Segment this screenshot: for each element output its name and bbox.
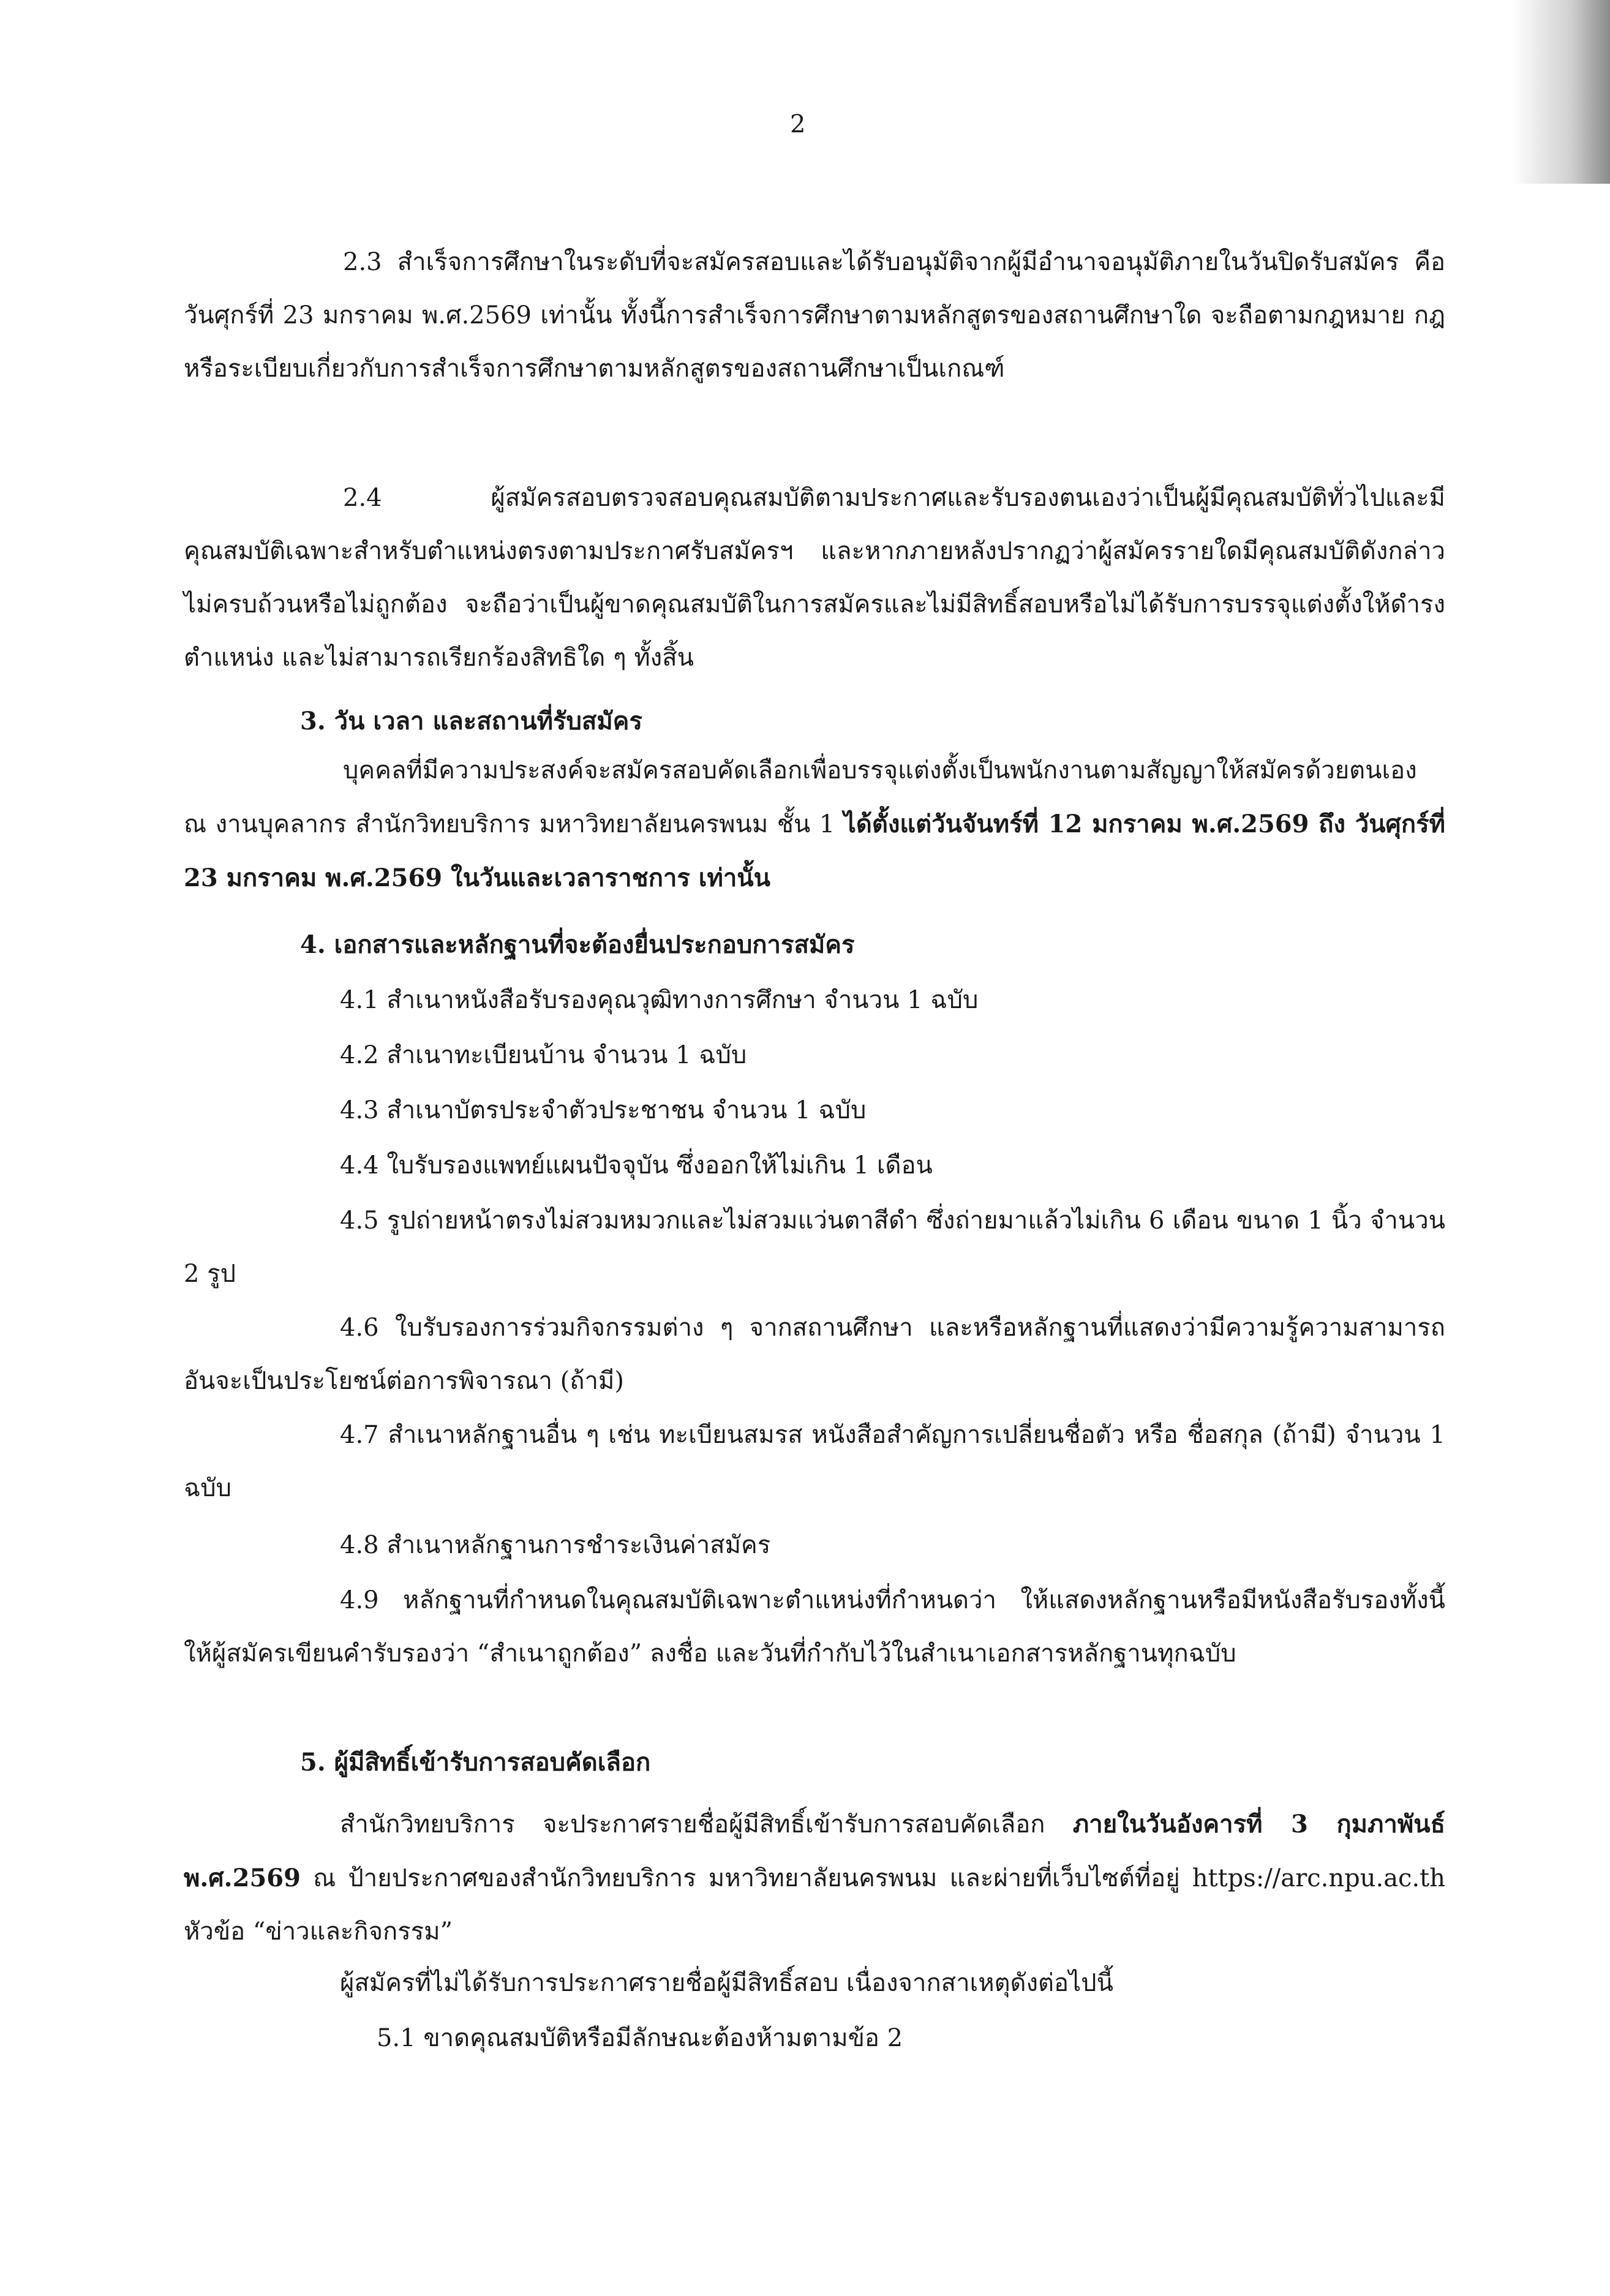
page-number: 2 <box>790 110 806 138</box>
section-4-item-5: 4.5 รูปถ่ายหน้าตรงไม่สวมหมวกและไม่สวมแว่นตาสีดำ ซึ่งถ่ายมาแล้วไม่เกิน 6 เดือน ขนาด 1 นิ้ว จำนวน 2 รูป <box>184 1206 1445 1288</box>
section-5-text-a: สำนักวิทยบริการ จะประกาศรายชื่อผู้มีสิทธิ์เข้ารับการสอบคัดเลือก <box>340 1810 1073 1839</box>
section-4-item-7: 4.7 สำเนาหลักฐานอื่น ๆ เช่น ทะเบียนสมรส หนังสือสำคัญการเปลี่ยนชื่อตัว หรือ ชื่อสกุล (ถ้ามี) จำนวน 1 ฉบับ <box>184 1421 1445 1502</box>
section-3-dates: ได้ตั้งแต่วันจันทร์ที่ 12 มกราคม พ.ศ.2569 ถึง วันศุกร์ที่ 23 มกราคม พ.ศ.2569 ในวันและเวลาราชการ เท่านั้น <box>184 810 1445 892</box>
section-5-intro: ผู้สมัครที่ไม่ได้รับการประกาศรายชื่อผู้มีสิทธิ์สอบ เนื่องจากสาเหตุดังต่อไปนี้ <box>340 1969 1113 1997</box>
section-2-3-paragraph: 2.3 สำเร็จการศึกษาในระดับที่จะสมัครสอบและได้รับอนุมัติจากผู้มีอำนาจอนุมัติภายในวันปิดรับสมัคร คือวันศุกร์ที่ 23 มกราคม พ.ศ.2569 เท่านั้น ทั้งนี้การสำเร็จการศึกษาตามหลักสูตรของสถานศึกษาใด จะถือตามกฎหมาย กฎ หรือระเบียบเกี่ยวกับการสำเร็จการศึกษาตามหลักสูตรของสถานศึกษาเป็นเกณฑ์ <box>184 248 1445 383</box>
section-3-paragraph <box>184 744 1445 905</box>
section-4-item-9: 4.9 หลักฐานที่กำหนดในคุณสมบัติเฉพาะตำแหน่งที่กำหนดว่า ให้แสดงหลักฐานหรือมีหนังสือรับรองทั้งนี้ ให้ผู้สมัครเขียนคำรับรองว่า “สำเนาถูกต้อง” ลงชื่อ และวันที่กำกับไว้ในสำเนาเอกสารหลักฐานทุกฉบับ <box>184 1586 1445 1668</box>
section-4-item-2: 4.2 สำเนาทะเบียนบ้าน จำนวน 1 ฉบับ <box>340 1041 747 1069</box>
scan-edge-shadow <box>1512 0 1610 184</box>
section-2-4-paragraph: 2.4 ผู้สมัครสอบตรวจสอบคุณสมบัติตามประกาศและรับรองตนเองว่าเป็นผู้มีคุณสมบัติทั่วไปและมีคุณสมบัติเฉพาะสำหรับตำแหน่งตรงตามประกาศรับสมัครฯ และหากภายหลังปรากฏว่าผู้สมัครรายใดมีคุณสมบัติดังกล่าวไม่ครบถ้วนหรือไม่ถูกต้อง จะถือว่าเป็นผู้ขาดคุณสมบัติในการสมัครและไม่มีสิทธิ์สอบหรือไม่ได้รับการบรรจุแต่งตั้งให้ดำรงตำแหน่ง และไม่สามารถเรียกร้องสิทธิใด ๆ ทั้งสิ้น <box>184 484 1445 672</box>
section-5-item-1: 5.1 ขาดคุณสมบัติหรือมีลักษณะต้องห้ามตามข้อ 2 <box>377 2024 903 2052</box>
section-4-heading: 4. เอกสารและหลักฐานที่จะต้องยื่นประกอบการสมัคร <box>300 930 855 959</box>
section-5-heading: 5. ผู้มีสิทธิ์เข้ารับการสอบคัดเลือก <box>300 1748 651 1777</box>
section-4-item-3: 4.3 สำเนาบัตรประจำตัวประชาชน จำนวน 1 ฉบับ <box>340 1096 867 1124</box>
section-5-text-b: ณ ป้ายประกาศของสำนักวิทยบริการ มหาวิทยาลัยนครพนม และผ่ายที่เว็บไซต์ที่อยู่ https://arc.npu.ac.th หัวข้อ “ข่าวและกิจกรรม” <box>184 1864 1445 1946</box>
section-3-text: บุคคลที่มีความประสงค์จะสมัครสอบคัดเลือกเพื่อบรรจุแต่งตั้งเป็นพนักงานตามสัญญาให้สมัครด้วยตนเอง ณ งานบุคลากร สำนักวิทยบริการ มหาวิทยาลัยนครพนม ชั้น 1 <box>184 756 1417 838</box>
section-4-item-1: 4.1 สำเนาหนังสือรับรองคุณวุฒิทางการศึกษา จำนวน 1 ฉบับ <box>340 986 979 1014</box>
section-5-paragraph <box>184 1797 1445 1959</box>
section-5-date: ภายในวันอังคารที่ 3 กุมภาพันธ์ พ.ศ.2569 <box>184 1810 1445 1892</box>
section-4-item-8: 4.8 สำเนาหลักฐานการชำระเงินค่าสมัคร <box>340 1531 771 1559</box>
section-4-item-4: 4.4 ใบรับรองแพทย์แผนปัจจุบัน ซึ่งออกให้ไม่เกิน 1 เดือน <box>340 1151 933 1180</box>
section-4-item-6: 4.6 ใบรับรองการร่วมกิจกรรมต่าง ๆ จากสถานศึกษา และหรือหลักฐานที่แสดงว่ามีความรู้ความสามารถ อันจะเป็นประโยชน์ต่อการพิจารณา (ถ้ามี) <box>184 1314 1445 1395</box>
section-3-heading: 3. วัน เวลา และสถานที่รับสมัคร <box>300 707 642 736</box>
